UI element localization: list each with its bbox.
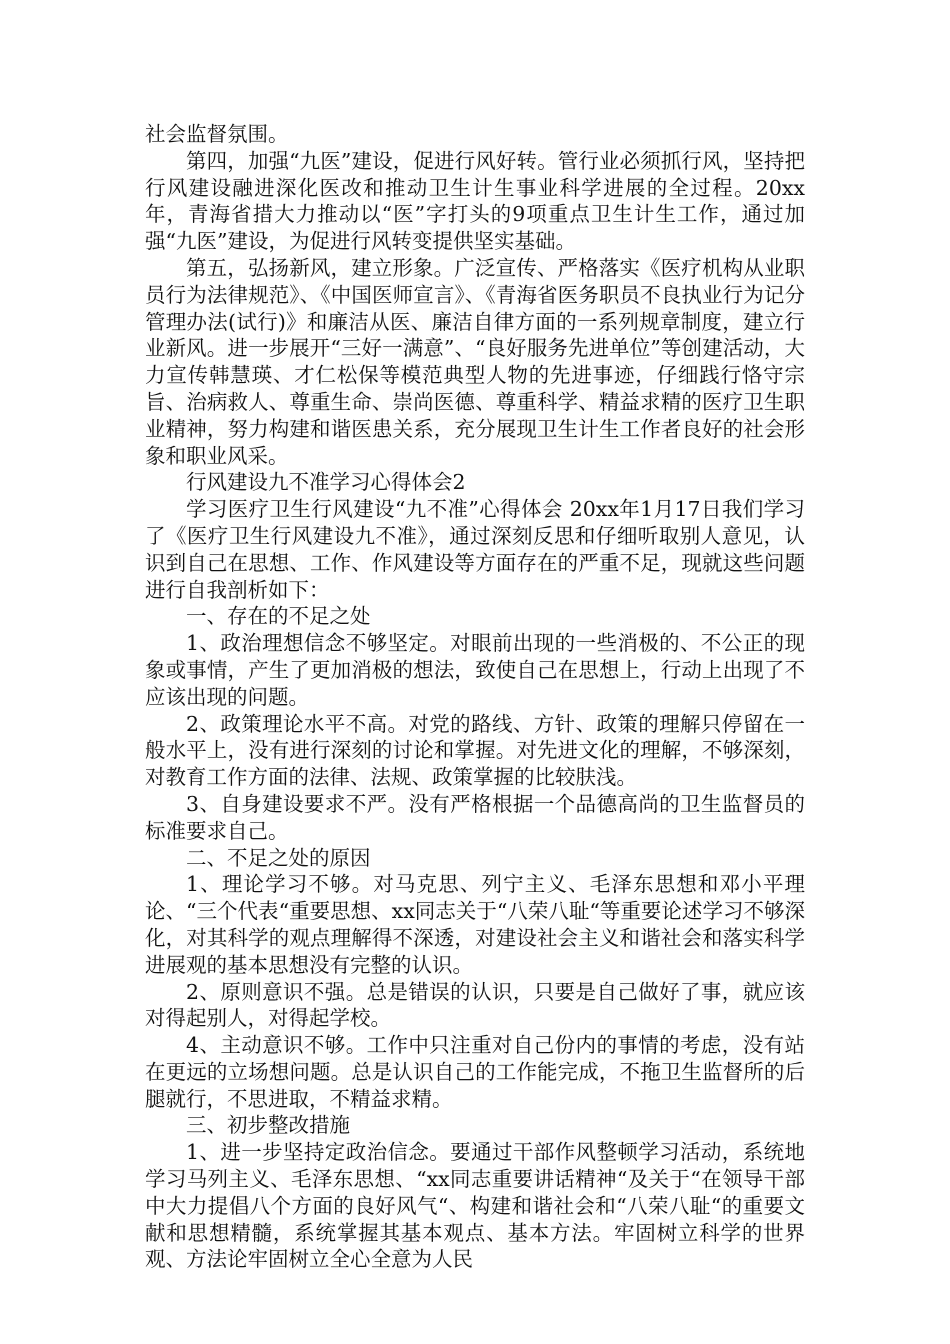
paragraph-fourth-point: 第四，加强“九医”建设，促进行风好转。管行业必须抓行风，坚持把行风建设融进深化医改和推动卫生计生事业科学进展的全过程。20xx年，青海省措大力推动以“医”字打头的9项重点卫生计生工作，通过加强“九医”建设，为促进行风转变提供坚实基础。 xyxy=(145,148,805,254)
heading-causes: 二、不足之处的原因 xyxy=(186,845,371,870)
heading-shortcomings: 一、存在的不足之处 xyxy=(186,604,371,629)
paragraph-continuation: 社会监督氛围。 xyxy=(145,122,289,146)
paragraph-cause-2: 2、原则意识不强。总是错误的认识，只要是自己做好了事，就应该对得起别人，对得起学校。 xyxy=(145,979,805,1031)
heading-measures: 三、初步整改措施 xyxy=(186,1113,350,1138)
paragraph-fifth-point: 第五，弘扬新风，建立形象。广泛宣传、严格落实《医疗机构从业职员行为法律规范》、《中国医师宣言》、《青海省医务职员不良执业行为记分管理办法(试行)》和廉洁从医、廉洁自律方面的一系列规章制度，建立行业新风。进一步展开“三好一满意”、“良好服务先进单位”等创建活动，大力宣传韩慧瑛、才仁松保等模范典型人物的先进事迹，仔细践行恪守宗旨、治病救人、尊重生命、崇尚医德、尊重科学、精益求精的医疗卫生职业精神，努力构建和谐医患关系，充分展现卫生计生工作者良好的社会形象和职业风采。 xyxy=(145,255,805,468)
paragraph-shortcoming-3: 3、自身建设要求不严。没有严格根据一个品德高尚的卫生监督员的标准要求自己。 xyxy=(145,791,805,843)
paragraph-cause-1: 1、理论学习不够。对马克思、列宁主义、毛泽东思想和邓小平理论、“三个代表“重要思想、xx同志关于“八荣八耻“等重要论述学习不够深化，对其科学的观点理解得不深透，对建设社会主义和谐社会和落实科学进展观的基本思想没有完整的认识。 xyxy=(145,872,805,977)
section-title-2: 行风建设九不准学习心得体会2 xyxy=(186,470,466,495)
paragraph-shortcoming-1: 1、政治理想信念不够坚定。对眼前出现的一些消极的、不公正的现象或事情，产生了更加消极的想法，致使自己在思想上，行动上出现了不应该出现的问题。 xyxy=(145,631,805,709)
paragraph-intro: 学习医疗卫生行风建设“九不准”心得体会 20xx年1月17日我们学习了《医疗卫生行风建设九不准》，通过深刻反思和仔细听取别人意见，认识到自己在思想、工作、作风建设等方面存在的严重不足，现就这些问题进行自我剖析如下： xyxy=(145,497,805,602)
paragraph-shortcoming-2: 2、政策理论水平不高。对党的路线、方针、政策的理解只停留在一般水平上，没有进行深刻的讨论和掌握。对先进文化的理解，不够深刻，对教育工作方面的法律、法规、政策掌握的比较肤浅。 xyxy=(145,711,805,790)
paragraph-cause-4: 4、主动意识不够。工作中只注重对自己份内的事情的考虑，没有站在更远的立场想问题。总是认识自己的工作能完成，不拖卫生监督所的后腿就行，不思进取，不精益求精。 xyxy=(145,1033,805,1111)
document-body xyxy=(145,121,805,1273)
paragraph-measure-1: 1、进一步坚持定政治信念。要通过干部作风整顿学习活动，系统地学习马列主义、毛泽东思想、“xx同志重要讲话精神“及关于“在领导干部中大力提倡八个方面的良好风气“、构建和谐社会和“八荣八耻“的重要文献和思想精髓，系统掌握其基本观点、基本方法。牢固树立科学的世界观、方法论牢固树立全心全意为人民 xyxy=(145,1140,805,1272)
